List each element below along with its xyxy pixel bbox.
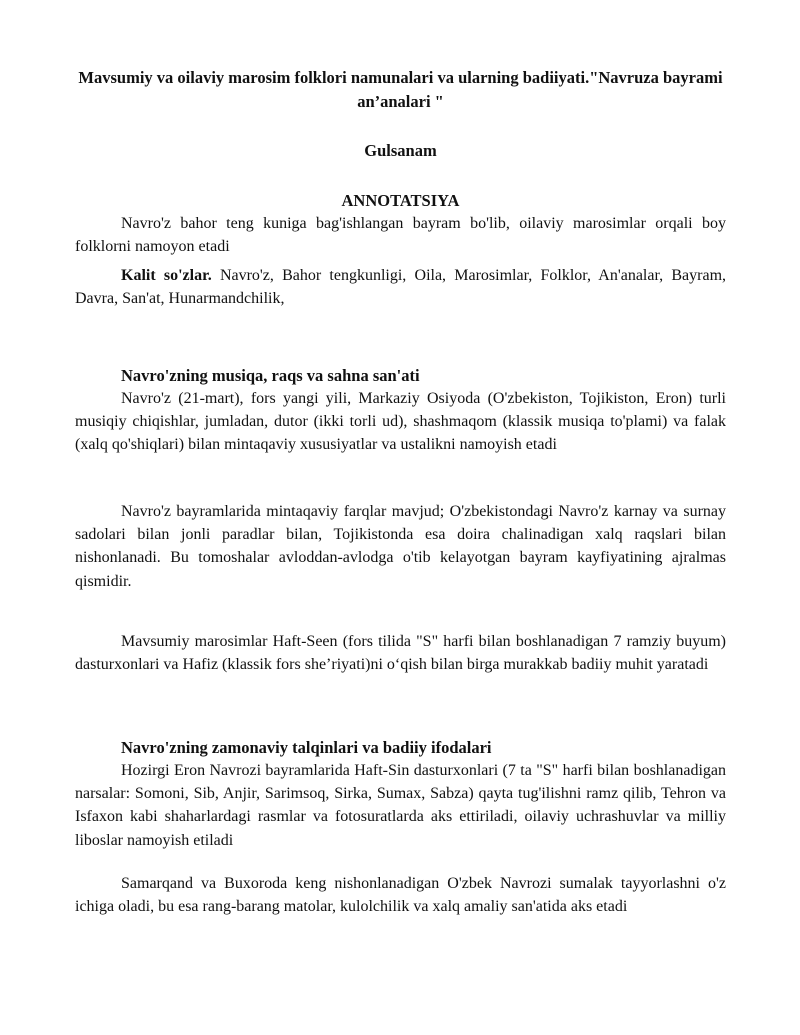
section-heading-modern: Navro'zning zamonaviy talqinlari va badiiy ifodalari xyxy=(121,738,492,757)
document-title: Mavsumiy va oilaviy marosim folklori namunalari va ularning badiiyati."Navruza bayrami an’analari " xyxy=(78,68,723,111)
keywords-text: Navro'z, Bahor tengkunligi, Oila, Marosimlar, Folklor, An'analar, Bayram, Davra, San'at, Hunarmandchilik, xyxy=(75,267,727,308)
annotation-heading: ANNOTATSIYA xyxy=(341,191,460,210)
author-name: Gulsanam xyxy=(364,141,437,160)
section-heading-music: Navro'zning musiqa, raqs va sahna san'ati xyxy=(121,366,420,385)
section2-paragraph-1: Hozirgi Eron Navrozi bayramlarida Haft-Sin dasturxonlari (7 ta "S" harfi bilan boshlanadigan narsalar: Somoni, Sib, Anjir, Sarimsoq, Sirka, Sumax, Sabza) qayta tug'ilishni ramz qilib, Tehron va Isfaxon kabi shaharlardagi rasmlar va fotosuratlarda aks ettiriladi, oilaviy uchrashuvlar va milliy liboslar namoyish etiladi xyxy=(75,762,726,849)
keywords-label: Kalit so'zlar. xyxy=(121,267,212,284)
section1-paragraph-3: Mavsumiy marosimlar Haft-Seen (fors tilida "S" harfi bilan boshlanadigan 7 ramziy buyum) dasturxonlari va Hafiz (klassik fors she’riyati)ni o‘qish bilan birga murakkab badiiy muhit yaratadi xyxy=(75,633,726,674)
annotation-text: Navro'z bahor teng kuniga bag'ishlangan bayram bo'lib, oilaviy marosimlar orqali boy folklorni namoyon etadi xyxy=(75,215,726,256)
section1-paragraph-2: Navro'z bayramlarida mintaqaviy farqlar mavjud; O'zbekistondagi Navro'z karnay va surnay sadolari bilan jonli paradlar bilan, Tojikistonda esa doira chalinadigan xalq raqslari bilan nishonlanadi. Bu tomoshalar avloddan-avlodga o'tib kelayotgan bayram kayfiyatining ajralmas qismidir. xyxy=(75,503,726,590)
keywords-paragraph xyxy=(75,264,726,310)
section1-paragraph-1: Navro'z (21-mart), fors yangi yili, Markaziy Osiyoda (O'zbekiston, Tojikiston, Eron) turli musiqiy chiqishlar, jumladan, dutor (ikki torli ud), shashmaqom (klassik musiqa to'plami) va falak (xalq qo'shiqlari) bilan mintaqaviy xususiyatlar va ustalikni namoyish etadi xyxy=(75,390,726,454)
section2-paragraph-2: Samarqand va Buxoroda keng nishonlanadigan O'zbek Navrozi sumalak tayyorlashni o'z ichiga oladi, bu esa rang-barang matolar, kulolchilik va xalq amaliy san'atida aks etadi xyxy=(75,875,726,916)
